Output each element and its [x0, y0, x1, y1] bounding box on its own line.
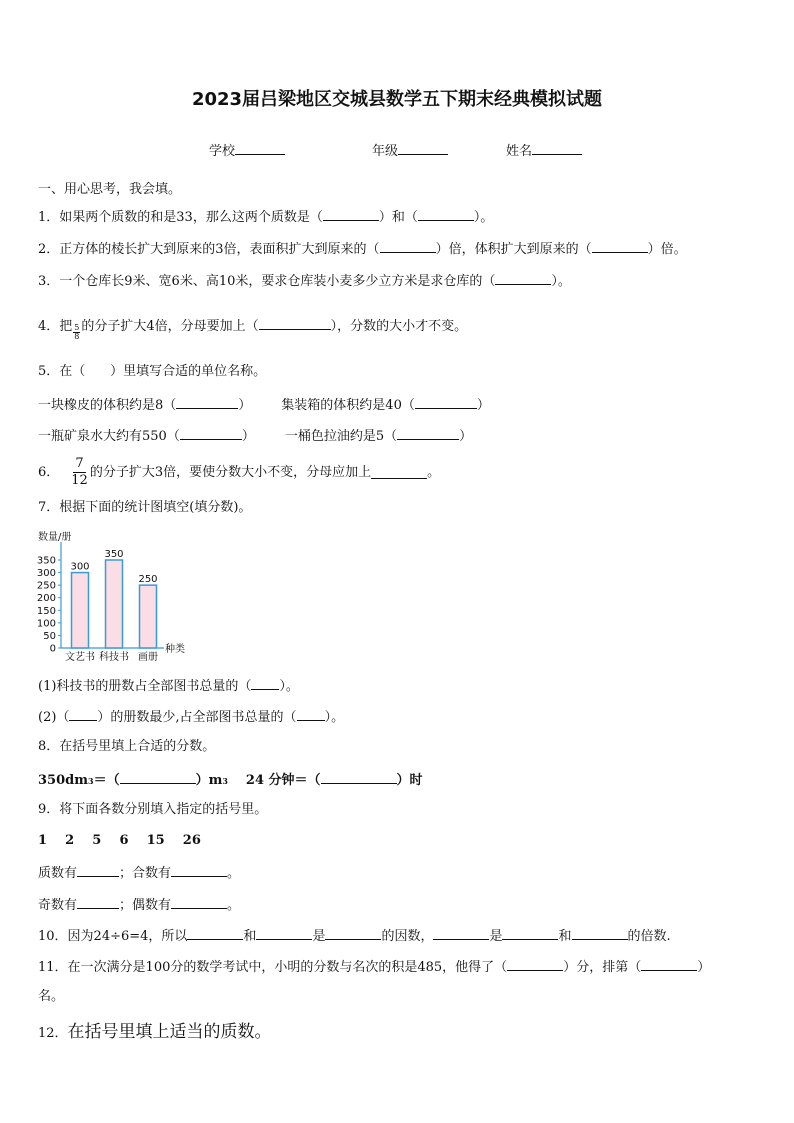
- answer-blank[interactable]: [397, 427, 459, 440]
- answer-blank[interactable]: [325, 927, 381, 940]
- answer-blank[interactable]: [187, 927, 243, 940]
- question-5: 5． 在（ ）里填写合适的单位名称。: [38, 364, 267, 379]
- bar: [72, 573, 89, 648]
- bar: [140, 585, 157, 648]
- x-tick-label: 画册: [138, 652, 158, 663]
- question-3: 3． 一个仓库长9米、宽6米、高10米，要求仓库装小麦多少立方米是求仓库的（ ）。: [38, 274, 571, 289]
- answer-blank[interactable]: [77, 864, 119, 877]
- question-number: 8．: [38, 739, 60, 754]
- answer-blank[interactable]: [171, 896, 227, 909]
- y-tick-label: 200: [36, 593, 56, 605]
- answer-blank[interactable]: [171, 864, 227, 877]
- fraction: $\frac{5}{8}$: [74, 323, 80, 341]
- answer-blank[interactable]: [69, 708, 97, 721]
- answer-blank[interactable]: [297, 708, 325, 721]
- answer-blank[interactable]: [77, 896, 119, 909]
- question-number: 7．: [38, 500, 60, 515]
- fraction: $\frac{7}{12}$: [71, 456, 88, 488]
- question-9-line-2: 奇数有 ；偶数有 。: [38, 898, 241, 913]
- question-number: 2．: [38, 242, 60, 257]
- data-label: 250: [138, 574, 158, 586]
- question-number: 1．: [38, 210, 60, 225]
- question-2: 2． 正方体的棱长扩大到原来的3倍，表面积扩大到原来的（ ）倍，体积扩大到原来的（ ）倍。: [38, 242, 687, 257]
- x-axis-label: 种类: [165, 644, 185, 655]
- x-tick-label: 文艺书: [65, 652, 95, 663]
- answer-blank[interactable]: [371, 466, 427, 479]
- question-8: 8． 在括号里填上合适的分数。: [38, 739, 216, 754]
- answer-blank[interactable]: [256, 927, 312, 940]
- question-number: 9．: [38, 802, 60, 817]
- question-12: 12． 在括号里填上适当的质数。: [38, 1022, 272, 1042]
- y-tick-label: 350: [36, 555, 56, 567]
- question-4: 4． 把 $\frac{5}{8}$ 的分子扩大4倍，分母要加上（ ），分数的大小才不变。: [38, 319, 468, 341]
- answer-blank[interactable]: [507, 958, 563, 971]
- y-tick-label: 150: [36, 605, 56, 617]
- school-label: 学校: [209, 144, 236, 159]
- question-7-sub-2: (2)（ ）的册数最少,占全部图书总量的（ ）。: [38, 710, 345, 725]
- answer-blank[interactable]: [572, 927, 628, 940]
- question-7-sub-1: (1)科技书的册数占全部图书总量的（ ）。: [38, 679, 299, 694]
- question-number: 10．: [38, 929, 68, 944]
- page-title: 2023届吕梁地区交城县数学五下期末经典模拟试题: [191, 89, 603, 110]
- answer-blank[interactable]: [251, 677, 279, 690]
- question-5-row-1: 一块橡皮的体积约是8（ ） 集装箱的体积约是40（ ）: [38, 398, 490, 413]
- answer-blank[interactable]: [415, 396, 477, 409]
- answer-blank[interactable]: [180, 427, 242, 440]
- name-blank[interactable]: [532, 142, 582, 155]
- bar-chart: [36, 528, 206, 668]
- question-number: 12．: [38, 1026, 68, 1041]
- data-label: 350: [104, 549, 124, 560]
- y-tick-label: 0: [49, 643, 56, 655]
- y-axis-label: 数量/册: [38, 532, 72, 543]
- question-11: 11． 在一次满分是100分的数学考试中，小明的分数与名次的积是485，他得了（ ）分，排第（ ）: [38, 960, 711, 975]
- grade-field: [372, 142, 448, 160]
- answer-blank[interactable]: [321, 771, 397, 784]
- answer-blank[interactable]: [380, 240, 436, 253]
- question-9-line-1: 质数有 ；合数有 。: [38, 866, 241, 881]
- question-9: 9． 将下面各数分别填入指定的括号里。: [38, 802, 268, 817]
- question-number: 3．: [38, 274, 60, 289]
- question-6: 6． $\frac{7}{12}$ 的分子扩大3倍，要使分数大小不变，分母应加上 。: [38, 456, 441, 488]
- answer-blank[interactable]: [592, 240, 648, 253]
- answer-blank[interactable]: [176, 396, 238, 409]
- x-tick-label: 科技书: [99, 652, 129, 663]
- section-heading: 一、用心思考，我会填。: [38, 182, 182, 197]
- answer-blank[interactable]: [433, 927, 489, 940]
- name-field: [506, 142, 582, 160]
- question-8-expressions: 350dm 3 ＝（ ）m 3 24 分钟＝（ ）时: [38, 773, 423, 788]
- question-number: 4．: [38, 319, 60, 334]
- number-list: 1 2 5 6 15 26: [38, 833, 201, 848]
- answer-blank[interactable]: [120, 771, 196, 784]
- question-11-continued: 名。: [38, 989, 65, 1004]
- question-number: 11．: [38, 960, 68, 975]
- question-number: 5．: [38, 364, 60, 379]
- y-tick-label: 50: [43, 630, 56, 642]
- question-10: 10． 因为24÷6=4，所以 和 是 的因数， 是 和 的倍数.: [38, 929, 671, 944]
- answer-blank[interactable]: [323, 208, 379, 221]
- school-field: [209, 142, 285, 160]
- answer-blank[interactable]: [502, 927, 558, 940]
- question-1: 1． 如果两个质数的和是33，那么这两个质数是（ ）和（ ）。: [38, 210, 494, 225]
- answer-blank[interactable]: [495, 272, 551, 285]
- school-blank[interactable]: [235, 142, 285, 155]
- answer-blank[interactable]: [259, 317, 331, 330]
- grade-blank[interactable]: [398, 142, 448, 155]
- question-5-row-2: 一瓶矿泉水大约有550（ ） 一桶色拉油约是5（ ）: [38, 429, 473, 444]
- data-label: 300: [70, 561, 90, 573]
- question-number: 6．: [38, 464, 60, 480]
- y-tick-label: 300: [36, 568, 56, 580]
- y-tick-label: 100: [36, 618, 56, 630]
- answer-blank[interactable]: [418, 208, 474, 221]
- answer-blank[interactable]: [641, 958, 697, 971]
- name-label: 姓名: [506, 144, 533, 159]
- y-tick-label: 250: [36, 580, 56, 592]
- bar: [106, 560, 123, 648]
- grade-label: 年级: [372, 144, 399, 159]
- question-7: 7． 根据下面的统计图填空(填分数)。: [38, 500, 252, 515]
